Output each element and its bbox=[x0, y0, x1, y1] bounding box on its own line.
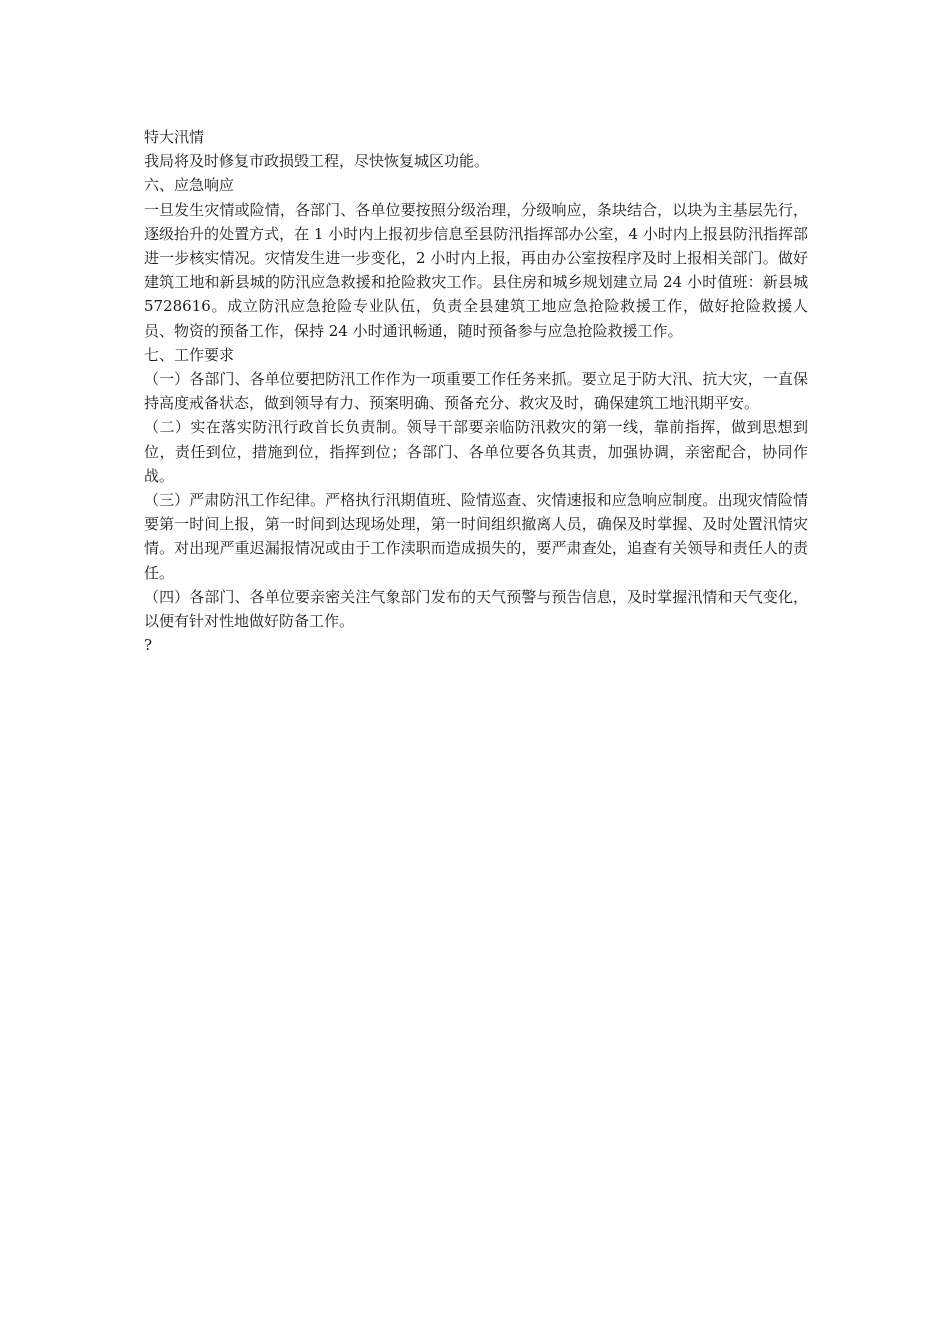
paragraph-requirement-2: （二）实在落实防汛行政首长负责制。领导干部要亲临防汛救灾的第一线，靠前指挥，做到思想到位，责任到位，措施到位，指挥到位；各部门、各单位要各负其责，加强协调，亲密配合，协同作战。 bbox=[144, 418, 808, 485]
section-heading-work-requirements: 七、工作要求 bbox=[144, 345, 235, 364]
paragraph-repair: 我局将及时修复市政损毁工程，尽快恢复城区功能。 bbox=[144, 152, 490, 171]
paragraph-emergency-response: 一旦发生灾情或险情，各部门、各单位要按照分级治理，分级响应，条块结合，以块为主基层先行，逐级抬升的处置方式，在 1 小时内上报初步信息至县防汛指挥部办公室，4 小时内上报县防汛指挥部进一步核实情况。灾情发生进一步变化，2 小时内上报，再由办公室按程序及时上报相关部门。做好建筑工地和新县城的防汛应急救援和抢险救灾工作。县住房和城乡规划建立局 24 小时值班：新县城 5728616。成立防汛应急抢险专业队伍，负责全县建筑工地应急抢险救援工作，做好抢险救援人员、物资的预备工作，保持 24 小时通讯畅通，随时预备参与应急抢险救援工作。 bbox=[144, 200, 808, 340]
section-heading-emergency-response: 六、应急响应 bbox=[144, 176, 235, 195]
paragraph-requirement-4: （四）各部门、各单位要亲密关注气象部门发布的天气预警与预告信息，及时掌握汛情和天气变化，以便有针对性地做好防备工作。 bbox=[144, 587, 808, 631]
document-body bbox=[144, 125, 808, 657]
trailing-mark: ? bbox=[144, 636, 153, 655]
paragraph-heading-fragment: 特大汛情 bbox=[144, 128, 205, 146]
paragraph-requirement-1: （一）各部门、各单位要把防汛工作作为一项重要工作任务来抓。要立足于防大汛、抗大灾，一直保持高度戒备状态，做到领导有力、预案明确、预备充分、救灾及时，确保建筑工地汛期平安。 bbox=[144, 370, 808, 413]
paragraph-requirement-3: （三）严肃防汛工作纪律。严格执行汛期值班、险情巡查、灾情速报和应急响应制度。出现灾情险情要第一时间上报，第一时间到达现场处理，第一时间组织撤离人员，确保及时掌握、及时处置汛情灾情。对出现严重迟漏报情况或由于工作渎职而造成损失的，要严肃查处，追查有关领导和责任人的责任。 bbox=[144, 491, 808, 582]
